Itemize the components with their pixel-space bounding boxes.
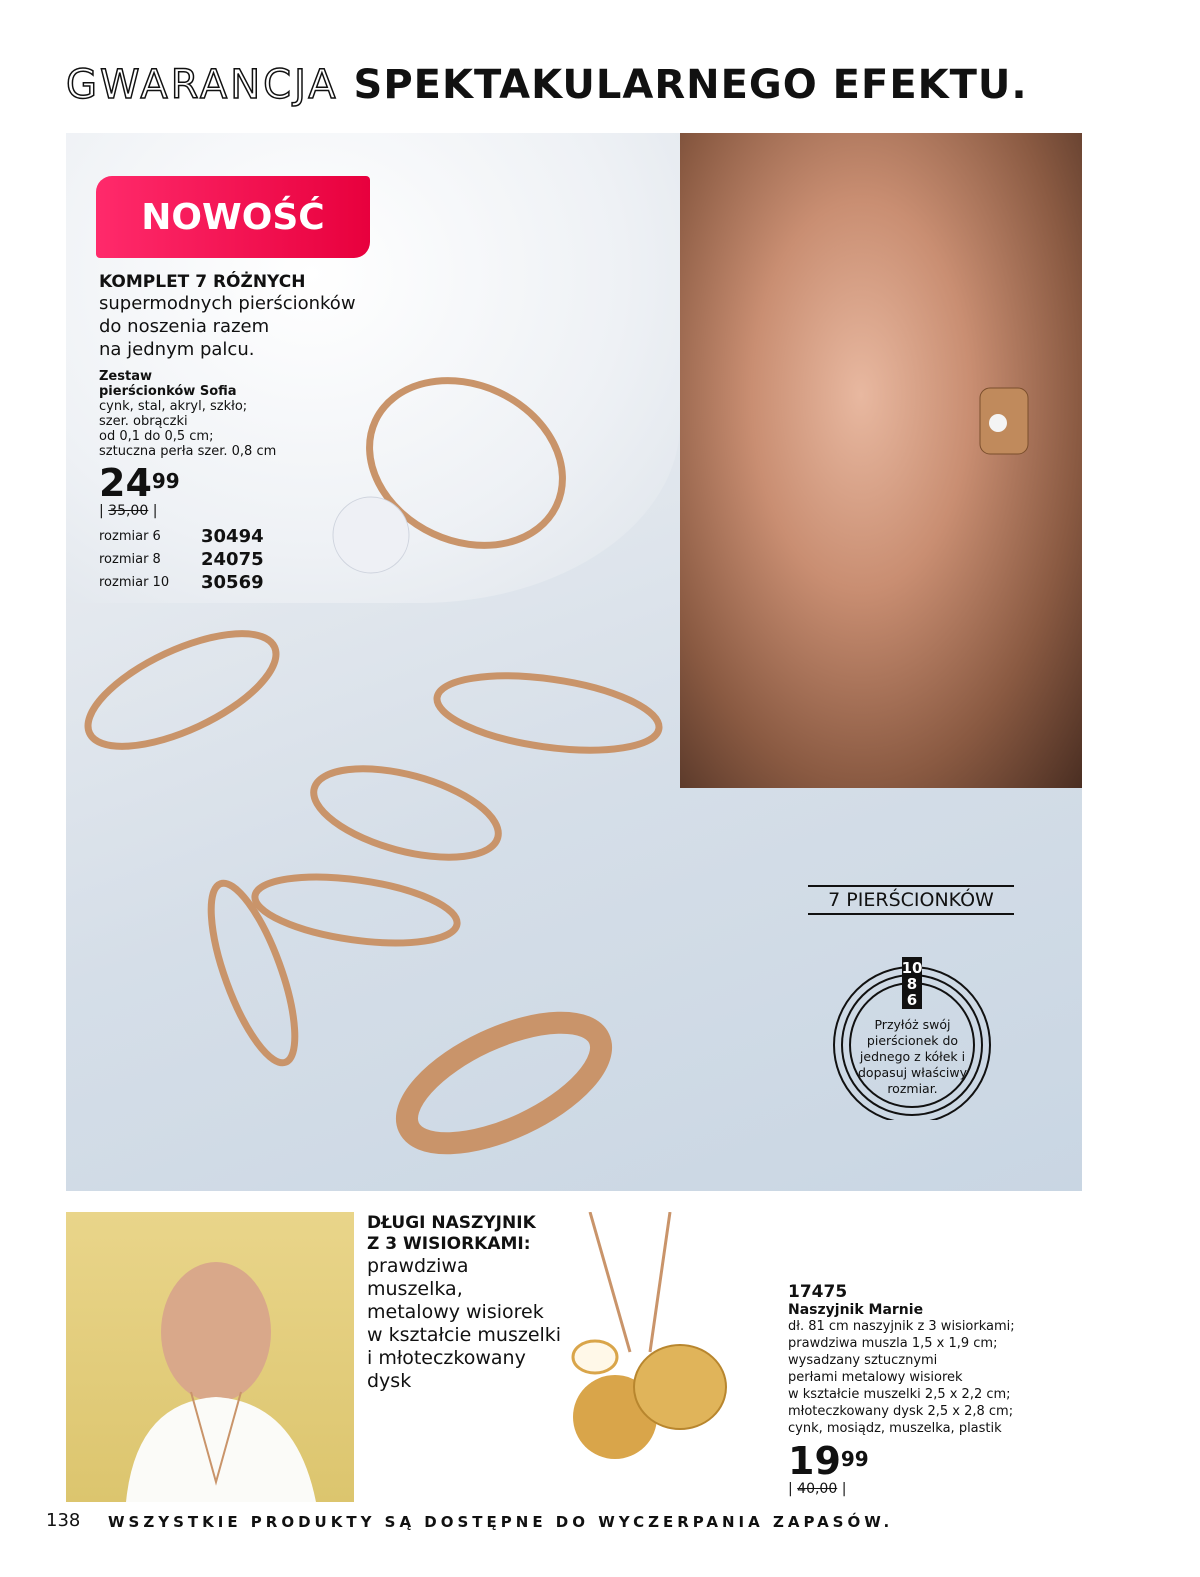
desc-line: dysk [367, 1370, 412, 1392]
desc-line: do noszenia razem [99, 316, 270, 337]
product-code: 17475 [788, 1282, 848, 1302]
sizer-number-6: 6 [906, 991, 918, 1009]
product-name: pierścionków Sofia [99, 384, 237, 399]
sizer-instructions: Przyłóż swój pierścionek do jednego z kółek i dopasuj właściwy rozmiar. [858, 1017, 967, 1096]
product-name: Zestaw [99, 369, 152, 384]
spec-line: szer. obrączki [99, 414, 188, 429]
thin-ring [251, 866, 461, 954]
desc-line: i młoteczkowany [367, 1347, 526, 1369]
product-heading: DŁUGI NASZYJNIK [367, 1213, 536, 1233]
size-row [99, 525, 419, 548]
desc-line: supermodnych pierścionków [99, 293, 356, 314]
page-headline [66, 62, 1028, 108]
product-name: Naszyjnik Marnie [788, 1302, 924, 1318]
leaf-ring [73, 611, 292, 770]
product-necklace-details [788, 1282, 1078, 1497]
set-count-label: 7 PIERŚCIONKÓW [808, 885, 1014, 915]
old-price: | 40,00 | [788, 1481, 847, 1497]
old-price-value: 35,00 [108, 503, 149, 519]
sizer-number-10: 10 [901, 959, 923, 977]
size-code: 30569 [201, 572, 264, 593]
page-number: 138 [46, 1510, 81, 1531]
spec-line: od 0,1 do 0,5 cm; [99, 429, 214, 444]
price-main: 19 [788, 1439, 841, 1483]
footer-note: WSZYSTKIE PRODUKTY SĄ DOSTĘPNE DO WYCZERPANIA ZAPASÓW. [108, 1513, 894, 1531]
spec-line: wysadzany sztucznymi [788, 1353, 938, 1368]
spec-line: prawdziwa muszla 1,5 x 1,9 cm; [788, 1336, 998, 1351]
desc-line: muszelka, [367, 1278, 463, 1300]
size-code: 24075 [201, 549, 264, 570]
size-label: rozmiar 8 [99, 552, 161, 567]
spec-line: dł. 81 cm naszyjnik z 3 wisiorkami; [788, 1319, 1015, 1334]
thin-ring-2 [194, 874, 312, 1072]
spec-line: cynk, stal, akryl, szkło; [99, 399, 248, 414]
product-heading: KOMPLET 7 RÓŻNYCH [99, 272, 306, 292]
star-ring [432, 664, 663, 763]
old-price: | 35,00 | [99, 503, 158, 519]
price [788, 1441, 1078, 1481]
size-label: rozmiar 10 [99, 575, 170, 590]
size-list [99, 525, 419, 594]
headline-bold: SPEKTAKULARNEGO EFEKTU. [353, 62, 1028, 108]
size-row [99, 571, 419, 594]
necklace-product-image [550, 1212, 740, 1502]
spec-line: w kształcie muszelki 2,5 x 2,2 cm; [788, 1387, 1011, 1402]
headline-outline: GWARANCJA [66, 62, 339, 108]
price-cents: 99 [840, 1447, 869, 1471]
sizer-number-8: 8 [906, 975, 918, 993]
desc-line: prawdziwa [367, 1255, 469, 1277]
desc-line: na jednym palcu. [99, 339, 255, 360]
price-cents: 99 [151, 469, 180, 493]
size-row [99, 548, 419, 571]
spec-line: młoteczkowany dysk 2,5 x 2,8 cm; [788, 1404, 1014, 1419]
braided-ring [390, 998, 618, 1168]
product-heading: Z 3 WISIORKAMI: [367, 1234, 531, 1254]
spec-line: perłami metalowy wisiorek [788, 1370, 963, 1385]
size-label: rozmiar 6 [99, 529, 161, 544]
crystal-ring [304, 752, 507, 875]
spec-line: sztuczna perła szer. 0,8 cm [99, 444, 277, 459]
product-ring-set-info [99, 272, 419, 594]
desc-line: metalowy wisiorek [367, 1301, 544, 1323]
spec-line: cynk, mosiądz, muszelka, plastik [788, 1421, 1002, 1436]
old-price-value: 40,00 [797, 1481, 838, 1497]
product-necklace-intro [367, 1213, 567, 1393]
new-badge: NOWOŚĆ [96, 176, 370, 258]
size-code: 30494 [201, 526, 264, 547]
price [99, 463, 419, 503]
model-necklace-image [66, 1212, 354, 1502]
price-main: 24 [99, 461, 152, 505]
desc-line: w kształcie muszelki [367, 1324, 562, 1346]
